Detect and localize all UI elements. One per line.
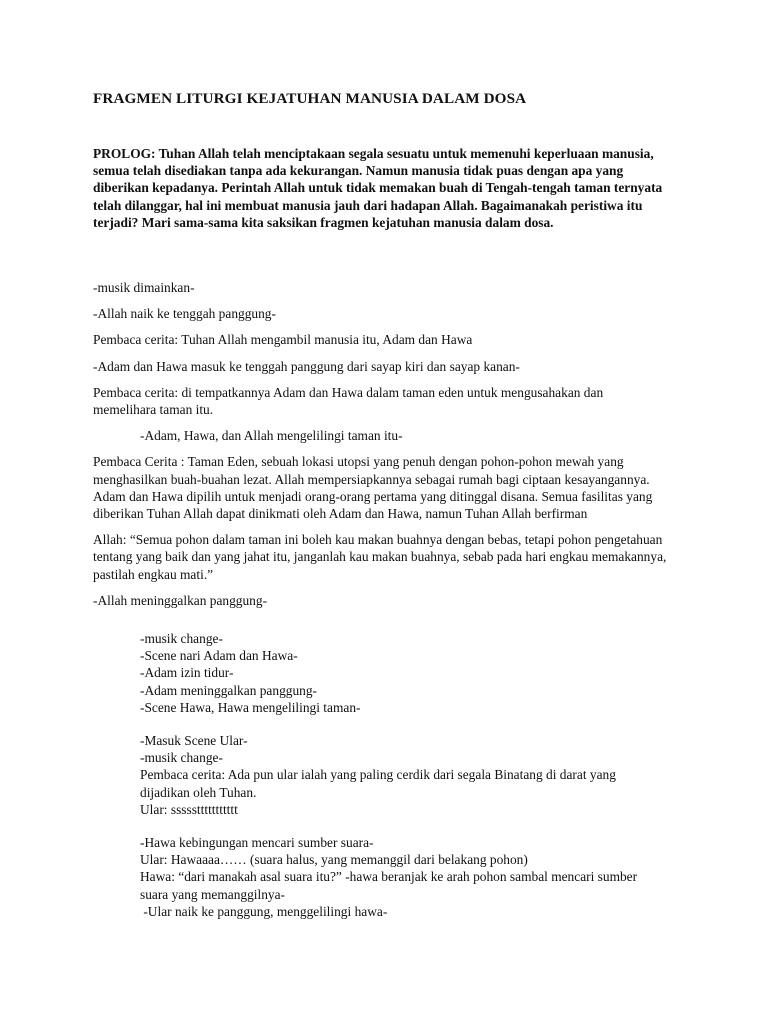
prolog-paragraph: PROLOG: Tuhan Allah telah menciptakaan segala sesuatu untuk memenuhi keperluaan manusia, semua telah disediakan tanpa ada kekurangan. Namun manusia tidak puas dengan apa yang diberikan kepadanya. Perintah Allah untuk tidak memakan buah di Tengah-tengah taman ternyata telah dilanggar, hal ini membuat manusia jauh dari hadapan Allah. Bagaimanakah peristiwa itu terjadi? Mari sama-sama kita saksikan fragmen kejatuhan manusia dalam dosa.	[93, 146, 663, 230]
dialogue-line: Ular: sssssttttttttttt	[140, 801, 238, 817]
dialogue-line: Hawa: “dari manakah asal suara itu?” -hawa beranjak ke arah pohon sambal mencari sumber suara yang memanggilnya-	[140, 869, 638, 902]
stage-direction: -Allah naik ke tenggah panggung-	[93, 306, 276, 322]
stage-direction: -Adam izin tidur-	[140, 665, 234, 681]
stage-direction: -musik change-	[140, 631, 223, 647]
stage-direction: -Scene nari Adam dan Hawa-	[140, 648, 298, 664]
document-title: FRAGMEN LITURGI KEJATUHAN MANUSIA DALAM DOSA	[93, 90, 527, 107]
stage-direction: -Adam dan Hawa masuk ke tenggah panggung dari sayap kiri dan sayap kanan-	[93, 358, 520, 374]
stage-direction: -Allah meninggalkan panggung-	[93, 592, 268, 608]
narrator-line: Pembaca cerita: di tempatkannya Adam dan Hawa dalam taman eden untuk mengusahakan dan memelihara taman itu.	[93, 384, 604, 418]
narrator-line: Pembaca cerita: Ada pun ular ialah yang paling cerdik dari segala Binatang di darat yang dijadikan oleh Tuhan.	[140, 767, 616, 800]
stage-direction: -musik dimainkan-	[93, 280, 195, 295]
stage-direction: -Masuk Scene Ular-	[140, 733, 248, 749]
narrator-line: Pembaca cerita: Tuhan Allah mengambil manusia itu, Adam dan Hawa	[93, 332, 473, 348]
stage-direction: -Ular naik ke panggung, menggelilingi hawa-	[140, 903, 388, 919]
stage-direction: -Hawa kebingungan mencari sumber suara-	[140, 835, 374, 851]
stage-direction: -Scene Hawa, Hawa mengelilingi taman-	[140, 699, 361, 715]
scene-block-2	[93, 732, 668, 818]
scene-block-3	[93, 834, 668, 920]
dialogue-line: Allah: “Semua pohon dalam taman ini boleh kau makan buahnya dengan bebas, tetapi pohon pengetahuan tentang yang baik dan yang jahat itu, janganlah kau makan buahnya, sebab pada hari engkau memakannya, pastilah engkau mati.”	[93, 532, 667, 582]
stage-direction: -Adam meninggalkan panggung-	[140, 682, 318, 698]
stage-direction: -musik change-	[140, 750, 223, 766]
dialogue-line: Ular: Hawaaaa…… (suara halus, yang memanggil dari belakang pohon)	[140, 852, 528, 868]
narrator-line: Pembaca Cerita : Taman Eden, sebuah lokasi utopsi yang penuh dengan pohon-pohon mewah yang menghasilkan buah-buahan lezat. Allah mempersiapkannya sebagai rumah bagi ciptaan kesayangannya. Adam dan Hawa dipilih untuk menjadi orang-orang pertama yang ditinggal disana. Semua fasilitas yang diberikan Tuhan Allah dapat dinikmati oleh Adam dan Hawa, namun Tuhan Allah berfirman	[93, 454, 653, 522]
scene-block-1	[93, 630, 668, 716]
stage-direction: -Adam, Hawa, dan Allah mengelilingi taman itu-	[140, 428, 403, 444]
script-body	[93, 279, 668, 920]
